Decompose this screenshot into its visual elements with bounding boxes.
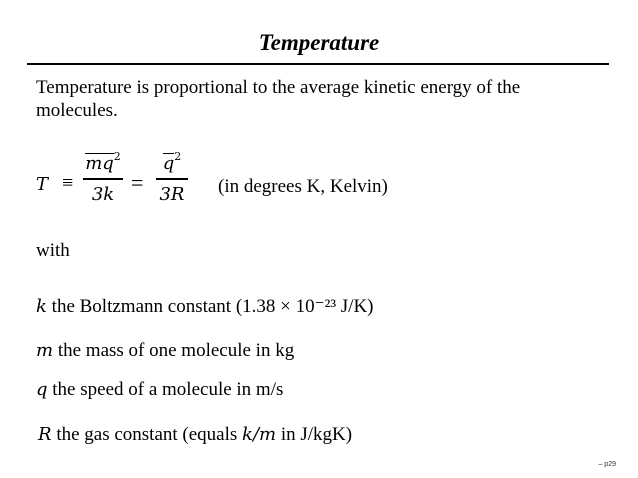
fraction-2-numerator-text: q bbox=[163, 150, 175, 178]
definition-text: the Boltzmann constant (1.38 × 10⁻²³ J/K) bbox=[46, 296, 374, 317]
fraction-1-numerator-text: mq bbox=[85, 150, 114, 178]
definition-inline-math: k/m bbox=[242, 424, 277, 445]
fraction-mq2-over-3k bbox=[83, 150, 123, 208]
definition-text: the gas constant (equals bbox=[51, 424, 243, 445]
definition-R bbox=[38, 424, 352, 446]
equation-equals-sign: = bbox=[131, 170, 144, 195]
definition-text-end: in J/kgK) bbox=[276, 424, 353, 445]
equation-lhs: T bbox=[36, 174, 49, 195]
definition-text: the speed of a molecule in m/s bbox=[47, 379, 284, 400]
definition-symbol: k bbox=[36, 296, 47, 317]
title-divider bbox=[27, 63, 609, 65]
intro-text: Temperature is proportional to the average kinetic energy of the molecules. bbox=[36, 77, 521, 121]
equation-units-note: (in degrees K, Kelvin) bbox=[218, 176, 388, 197]
with-label: with bbox=[36, 240, 70, 261]
definition-symbol: R bbox=[38, 424, 52, 445]
fraction-2-exponent: 2 bbox=[174, 150, 182, 163]
fraction-2-denominator: 3R bbox=[159, 183, 185, 205]
page-number: – p29 bbox=[598, 461, 616, 468]
definition-q bbox=[36, 379, 283, 401]
slide-title: Temperature bbox=[258, 30, 380, 55]
fraction-2-numerator bbox=[156, 150, 188, 178]
fraction-1-numerator bbox=[83, 150, 123, 178]
fraction-1-exponent: 2 bbox=[113, 150, 121, 163]
equation-equiv-sign: ≡ bbox=[62, 172, 74, 194]
definition-k bbox=[36, 295, 374, 318]
definition-symbol: m bbox=[36, 340, 54, 361]
fraction-q2-over-3R bbox=[156, 150, 188, 208]
fraction-1-denominator: 3k bbox=[91, 183, 115, 205]
definition-symbol: q bbox=[36, 379, 48, 400]
definition-m bbox=[36, 340, 294, 362]
definition-text: the mass of one molecule in kg bbox=[53, 340, 295, 361]
